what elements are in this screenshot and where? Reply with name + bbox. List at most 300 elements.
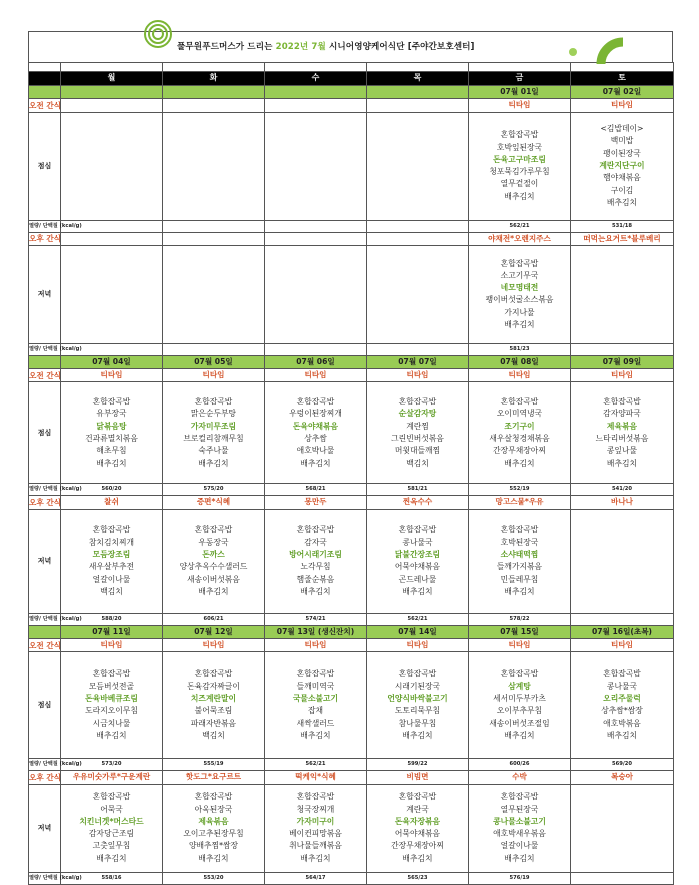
dinner-kcal-row [29, 343, 674, 355]
menu-item: 상추쌈 [304, 433, 327, 443]
afternoon-snack-cell [265, 232, 367, 245]
menu-item: 혼합잡곡밥 [194, 397, 233, 407]
day-header-2: 수 [265, 72, 367, 86]
morning-snack-cell: 티타임 [61, 369, 163, 382]
spacer-cell [265, 63, 367, 72]
menu-item: 배추김치 [198, 586, 229, 596]
kcal-cell: 553/20 [163, 872, 265, 884]
menu-item: 계란지단구이 [599, 160, 645, 170]
menu-item: 팽이된장국 [603, 148, 641, 158]
menu-item: 배추김치 [96, 853, 127, 863]
dinner-cell [367, 509, 469, 613]
spacer-cell [61, 63, 163, 72]
menu-item: 혼합잡곡밥 [500, 669, 539, 679]
lunch-cell [163, 382, 265, 484]
menu-item: 어묵야채볶음 [394, 829, 441, 839]
afternoon-snack-cell: 바나나 [571, 496, 674, 509]
afternoon-snack-row [29, 232, 674, 245]
menu-item: 햄줄순볶음 [296, 574, 335, 584]
menu-item: 돈육바베큐조림 [85, 694, 138, 704]
date-row-blank [29, 355, 61, 368]
date-cell: 07월 07일 [367, 355, 469, 368]
morning-snack-cell: 티타임 [265, 369, 367, 382]
menu-item: 맑은순두부탕 [190, 409, 237, 419]
menu-item: 콩나물국 [402, 537, 433, 547]
afternoon-snack-cell: 증편*식혜 [163, 496, 265, 509]
date-cell: 07월 01일 [469, 86, 571, 99]
dinner-cell [367, 245, 469, 343]
date-cell: 07월 16일(초복) [571, 625, 674, 638]
menu-item: 참치김치찌개 [88, 537, 135, 547]
afternoon-snack-cell: 복숭아 [571, 771, 674, 784]
menu-item: 어묵야채볶음 [394, 562, 441, 572]
kcal-cell: 606/21 [163, 613, 265, 625]
morning-snack-cell: 티타임 [163, 369, 265, 382]
menu-item: 민들레무침 [500, 574, 539, 584]
dinner-cell [571, 509, 674, 613]
title-text: 풀무원푸드머스가 드리는 [177, 42, 276, 52]
lunch-cell [571, 112, 674, 220]
kcal-cell: 531/18 [571, 220, 674, 232]
morning-snack-cell [163, 99, 265, 112]
menu-item: 상추쌈*쌈장 [601, 706, 643, 716]
afternoon-snack-cell [367, 232, 469, 245]
morning-snack-label: 오전 간식 [29, 369, 61, 382]
morning-snack-cell [61, 99, 163, 112]
menu-item: 오이부추무침 [496, 706, 543, 716]
menu-item: 호박된장국 [500, 537, 539, 547]
spacer-cell [469, 63, 571, 72]
menu-item: 배추김치 [606, 730, 638, 740]
menu-item: 애호박나물 [296, 446, 335, 456]
menu-item: 혼합잡곡밥 [92, 397, 131, 407]
date-cell: 07월 04일 [61, 355, 163, 368]
lunch-cell [163, 652, 265, 759]
menu-item: 브로컬리참깨무침 [183, 433, 244, 443]
menu-item: 배추김치 [300, 730, 331, 740]
lunch-cell [265, 652, 367, 759]
menu-item: 건과류멸치볶음 [85, 433, 138, 443]
menu-item: 닭불간장조림 [394, 549, 441, 559]
kcal-label: 열량/ 단백질 (kcal/g) [29, 872, 61, 884]
menu-item: 배추김치 [402, 730, 433, 740]
title-center: 시니어영양케어식단 [주야간보호센터] [325, 42, 475, 52]
menu-item: 배추김치 [504, 730, 535, 740]
dinner-cell [61, 509, 163, 613]
menu-item: 들깨미역국 [296, 681, 335, 691]
kcal-cell [571, 613, 674, 625]
menu-item: 가지나물 [504, 307, 535, 317]
afternoon-snack-cell: 몽만두 [265, 496, 367, 509]
kcal-label: 열량/ 단백질 (kcal/g) [29, 759, 61, 771]
menu-item: 세서미두부카츠 [493, 694, 546, 704]
menu-item: 소샤태떡찜 [500, 549, 539, 559]
dinner-label: 저녁 [29, 509, 61, 613]
menu-item: 혼합잡곡밥 [500, 130, 539, 140]
menu-item: 배추김치 [300, 853, 331, 863]
menu-item: 양배추찜*쌈장 [188, 841, 239, 851]
dinner-kcal-row [29, 872, 674, 884]
date-cell: 07월 05일 [163, 355, 265, 368]
morning-snack-cell: 티타임 [265, 639, 367, 652]
menu-item: 시금치나물 [92, 718, 131, 728]
date-cell: 07월 02일 [571, 86, 674, 99]
menu-item: 혼합잡곡밥 [92, 792, 131, 802]
menu-item: 치즈계란말이 [190, 694, 237, 704]
morning-snack-label: 오전 간식 [29, 99, 61, 112]
afternoon-snack-cell [61, 232, 163, 245]
menu-item: 혼합잡곡밥 [500, 792, 539, 802]
kcal-cell: 599/22 [367, 759, 469, 771]
menu-item: 혼합잡곡밥 [603, 397, 641, 407]
afternoon-snack-cell: 핫도그*요구르트 [163, 771, 265, 784]
dinner-cell [571, 245, 674, 343]
title-month: 2022년 7월 [275, 42, 326, 52]
kcal-cell [367, 220, 469, 232]
menu-item: 배추김치 [198, 853, 229, 863]
menu-item: 노각무침 [300, 562, 331, 572]
dinner-label: 저녁 [29, 784, 61, 872]
afternoon-snack-cell: 비빔면 [367, 771, 469, 784]
kcal-cell: 560/20 [61, 484, 163, 496]
menu-item: 조기구이 [504, 421, 535, 431]
dinner-label: 저녁 [29, 245, 61, 343]
menu-item: 혼합잡곡밥 [500, 258, 539, 268]
date-cell [265, 86, 367, 99]
lunch-cell [469, 652, 571, 759]
menu-item: 구이김 [610, 185, 634, 195]
dinner-kcal-row [29, 613, 674, 625]
lunch-cell [571, 652, 674, 759]
morning-snack-cell: 티타임 [61, 639, 163, 652]
menu-item: 배추김치 [402, 853, 433, 863]
menu-item: 해초무침 [96, 446, 127, 456]
menu-item: 혼합잡곡밥 [398, 669, 437, 679]
kcal-cell: 573/20 [61, 759, 163, 771]
day-header-blank [29, 72, 61, 86]
menu-item: 파래자반볶음 [190, 718, 237, 728]
menu-item: 새송이버섯볶음 [187, 574, 240, 584]
menu-item: 혼합잡곡밥 [92, 669, 131, 679]
menu-item: 도라지오이무침 [85, 706, 138, 716]
kcal-cell: 600/26 [469, 759, 571, 771]
menu-item: 감자당근조림 [88, 829, 135, 839]
menu-item: 새송이버섯조절임 [489, 718, 550, 728]
lunch-kcal-row [29, 759, 674, 771]
kcal-label: 열량/ 단백질 (kcal/g) [29, 220, 61, 232]
dinner-row [29, 245, 674, 343]
morning-snack-row [29, 369, 674, 382]
date-cell: 07월 13일 (생신잔치) [265, 625, 367, 638]
date-cell [163, 86, 265, 99]
kcal-cell [571, 872, 674, 884]
menu-item: 가자미구이 [296, 816, 335, 826]
menu-item: 도토리묵무침 [394, 706, 441, 716]
menu-item: 감자국 [304, 537, 327, 547]
menu-sheet [28, 31, 673, 881]
date-cell: 07월 12일 [163, 625, 265, 638]
menu-item: 방어시래기조림 [289, 549, 342, 559]
kcal-cell [265, 220, 367, 232]
menu-item: 혼합잡곡밥 [500, 397, 539, 407]
menu-item: 혼합잡곡밥 [500, 525, 539, 535]
kcal-cell: 552/19 [469, 484, 571, 496]
menu-item: 혼합잡곡밥 [398, 525, 437, 535]
menu-item: 숙주나물 [198, 446, 229, 456]
afternoon-snack-label: 오후 간식 [29, 771, 61, 784]
menu-item: 취나물들깨볶음 [289, 841, 342, 851]
menu-table [28, 62, 674, 885]
date-cell: 07월 06일 [265, 355, 367, 368]
menu-item: 닭볶음탕 [96, 421, 127, 431]
menu-item: 양상추옥수수샐러드 [179, 562, 248, 572]
afternoon-snack-label: 오후 간식 [29, 232, 61, 245]
menu-item: 배추김치 [300, 586, 331, 596]
menu-item: 배추김치 [504, 191, 535, 201]
menu-item: 불어묵조림 [194, 706, 233, 716]
afternoon-snack-row [29, 496, 674, 509]
afternoon-snack-cell: 망고스뭍*우유 [469, 496, 571, 509]
spacer-cell [163, 63, 265, 72]
lunch-label: 점심 [29, 382, 61, 484]
dinner-row [29, 509, 674, 613]
dinner-cell [265, 509, 367, 613]
date-row-blank [29, 625, 61, 638]
afternoon-snack-label: 오후 간식 [29, 496, 61, 509]
menu-item: 참나물무침 [398, 718, 437, 728]
menu-item: 배추김치 [504, 586, 535, 596]
lunch-cell [469, 382, 571, 484]
menu-item: 삼계탕 [508, 681, 531, 691]
date-cell: 07월 09일 [571, 355, 674, 368]
kcal-cell [163, 220, 265, 232]
lunch-cell [367, 112, 469, 220]
menu-item: 혼합잡곡밥 [296, 669, 335, 679]
menu-item: 배추김치 [402, 586, 433, 596]
menu-item: 어묵국 [100, 804, 123, 814]
lunch-cell [265, 112, 367, 220]
kcal-cell [571, 343, 674, 355]
menu-item: <김밥데이> [600, 124, 644, 134]
menu-item: 돈육야채볶음 [292, 421, 339, 431]
morning-snack-cell: 티타임 [571, 639, 674, 652]
morning-snack-row [29, 99, 674, 112]
menu-item: 느타리버섯볶음 [595, 433, 649, 443]
dinner-row [29, 784, 674, 872]
ring-decoration-icon [143, 26, 173, 56]
kcal-cell [163, 343, 265, 355]
afternoon-snack-cell: 찐옥수수 [367, 496, 469, 509]
kcal-cell: 541/20 [571, 484, 674, 496]
menu-item: 애호박볶음 [603, 718, 641, 728]
afternoon-snack-cell: 수박 [469, 771, 571, 784]
afternoon-snack-row [29, 771, 674, 784]
menu-item: 호박잎된장국 [496, 142, 543, 152]
menu-item: 혼합잡곡밥 [194, 792, 233, 802]
day-header-5: 토 [571, 72, 674, 86]
lunch-row [29, 112, 674, 220]
kcal-cell: 558/16 [61, 872, 163, 884]
menu-item: 배추김치 [606, 458, 638, 468]
dinner-cell [571, 784, 674, 872]
date-row [29, 625, 674, 638]
date-row [29, 355, 674, 368]
menu-item: 새우살부추전 [88, 562, 135, 572]
menu-item: 얼갈이나물 [92, 574, 131, 584]
kcal-cell: 574/21 [265, 613, 367, 625]
morning-snack-cell: 티타임 [469, 99, 571, 112]
menu-item: 오리주물럭 [603, 694, 641, 704]
menu-item: 곤드레나물 [398, 574, 437, 584]
title-box [28, 31, 673, 62]
menu-item: 베이컨피망볶음 [289, 829, 342, 839]
lunch-kcal-row [29, 484, 674, 496]
menu-item: 고춧잎무침 [92, 841, 131, 851]
kcal-cell: 555/19 [163, 759, 265, 771]
menu-item: 새우살청경채볶음 [489, 433, 550, 443]
menu-item: 혼합잡곡밥 [398, 792, 437, 802]
dinner-cell [469, 509, 571, 613]
menu-item: 가자미무조림 [190, 421, 237, 431]
menu-item: 계란국 [406, 804, 429, 814]
page-title [177, 40, 475, 52]
kcal-cell: 564/17 [265, 872, 367, 884]
day-header-4: 금 [469, 72, 571, 86]
menu-item: 오이고추된장무침 [183, 829, 244, 839]
day-header-0: 월 [61, 72, 163, 86]
leaf-decoration-icon [559, 40, 629, 64]
dinner-cell [61, 245, 163, 343]
dinner-cell [265, 784, 367, 872]
menu-item: 우동장국 [198, 537, 229, 547]
menu-item: 애호박새우볶음 [493, 829, 546, 839]
dinner-cell [469, 245, 571, 343]
menu-item: 배추김치 [504, 319, 535, 329]
morning-snack-cell: 티타임 [469, 639, 571, 652]
menu-item: 돈육감자짜글이 [187, 681, 240, 691]
menu-item: 혼합잡곡밥 [194, 669, 233, 679]
menu-item: 혼합잡곡밥 [92, 525, 131, 535]
dinner-cell [163, 784, 265, 872]
menu-item: 간장무채장아찌 [391, 841, 444, 851]
menu-item: 콩나물국 [606, 681, 638, 691]
morning-snack-cell: 티타임 [469, 369, 571, 382]
menu-item: 배추김치 [606, 197, 638, 207]
menu-item: 혼합잡곡밥 [296, 525, 335, 535]
menu-item: 배추김치 [504, 853, 535, 863]
date-cell: 07월 08일 [469, 355, 571, 368]
menu-item: 돈육자장볶음 [394, 816, 441, 826]
date-cell [367, 86, 469, 99]
menu-item: 제육볶음 [198, 816, 229, 826]
menu-item: 국물소불고기 [292, 694, 339, 704]
lunch-label: 점심 [29, 652, 61, 759]
dinner-cell [61, 784, 163, 872]
lunch-cell [367, 652, 469, 759]
menu-item: 잡채 [307, 706, 324, 716]
morning-snack-cell: 티타임 [163, 639, 265, 652]
menu-item: 언양식바싹불고기 [387, 694, 448, 704]
menu-item: 소고기무국 [500, 270, 539, 280]
menu-item: 새싹샐러드 [296, 718, 335, 728]
date-row [29, 86, 674, 99]
menu-item: 배추김치 [96, 458, 127, 468]
lunch-cell [571, 382, 674, 484]
menu-item: 모듬장조림 [92, 549, 131, 559]
lunch-cell [265, 382, 367, 484]
menu-item: 혼합잡곡밥 [398, 397, 437, 407]
menu-item: 팽이버섯굴소스볶음 [485, 295, 554, 305]
menu-item: 머윗대들깨찜 [394, 446, 441, 456]
menu-item: 간장무채장아찌 [493, 446, 546, 456]
date-cell: 07월 15일 [469, 625, 571, 638]
spacer-cell [29, 63, 61, 72]
day-header-1: 화 [163, 72, 265, 86]
menu-item: 햄야채볶음 [603, 173, 641, 183]
date-cell [61, 86, 163, 99]
lunch-kcal-row [29, 220, 674, 232]
menu-item: 혼합잡곡밥 [296, 792, 335, 802]
menu-item: 혼합잡곡밥 [603, 669, 641, 679]
morning-snack-cell: 티타임 [367, 639, 469, 652]
kcal-cell: 578/22 [469, 613, 571, 625]
menu-item: 백미밥 [610, 136, 634, 146]
menu-item: 열무된장국 [500, 804, 539, 814]
kcal-cell: 565/23 [367, 872, 469, 884]
kcal-label: 열량/ 단백질 (kcal/g) [29, 613, 61, 625]
kcal-cell: 575/20 [163, 484, 265, 496]
menu-item: 배추김치 [504, 458, 535, 468]
spacer-cell [367, 63, 469, 72]
afternoon-snack-cell: 떡케익*식혜 [265, 771, 367, 784]
day-header-3: 목 [367, 72, 469, 86]
dinner-cell [163, 509, 265, 613]
lunch-cell [61, 652, 163, 759]
kcal-cell: 562/21 [265, 759, 367, 771]
morning-snack-cell [367, 99, 469, 112]
lunch-cell [469, 112, 571, 220]
kcal-cell: 568/21 [265, 484, 367, 496]
date-cell: 07월 14일 [367, 625, 469, 638]
menu-item: 아욱된장국 [194, 804, 233, 814]
kcal-label: 열량/ 단백질 (kcal/g) [29, 343, 61, 355]
afternoon-snack-cell [163, 232, 265, 245]
kcal-cell: 562/21 [469, 220, 571, 232]
menu-item: 돈까스 [202, 549, 225, 559]
menu-item: 시래기된장국 [394, 681, 441, 691]
menu-item: 청포묵김가루무침 [489, 167, 550, 177]
afternoon-snack-cell: 야채전*오렌지주스 [469, 232, 571, 245]
kcal-cell: 581/21 [367, 484, 469, 496]
kcal-cell: 562/21 [367, 613, 469, 625]
kcal-cell [367, 343, 469, 355]
menu-item: 들깨가지볶음 [496, 562, 543, 572]
menu-item: 열무겉절이 [500, 179, 539, 189]
lunch-cell [61, 382, 163, 484]
date-row-blank [29, 86, 61, 99]
afternoon-snack-cell: 찰쉬 [61, 496, 163, 509]
date-cell: 07월 11일 [61, 625, 163, 638]
lunch-row [29, 382, 674, 484]
menu-item: 배추김치 [300, 458, 331, 468]
morning-snack-row [29, 639, 674, 652]
afternoon-snack-cell: 떠먹는요거트*블루베리 [571, 232, 674, 245]
lunch-cell [367, 382, 469, 484]
menu-item: 콩나물소불고기 [493, 816, 546, 826]
morning-snack-cell: 티타임 [571, 99, 674, 112]
lunch-label: 점심 [29, 112, 61, 220]
menu-item: 혼합잡곡밥 [194, 525, 233, 535]
